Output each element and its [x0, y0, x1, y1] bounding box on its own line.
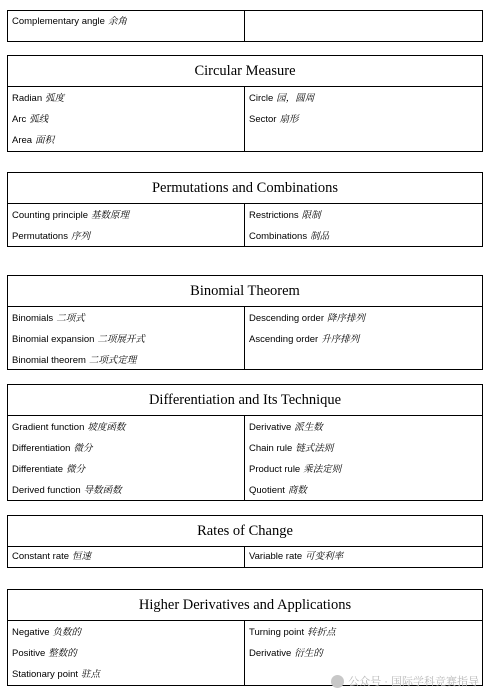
term-en: Differentiation: [12, 443, 71, 454]
term-zh: 乘法定则: [303, 464, 342, 475]
term-row: [12, 331, 240, 352]
term-zh: 余角: [107, 16, 127, 27]
term-en: Product rule: [249, 464, 301, 475]
section-title: Permutations and Combinations: [8, 173, 482, 204]
left-column: [8, 87, 245, 152]
watermark: [331, 673, 479, 689]
term-zh: 弧线: [29, 114, 49, 125]
left-column: [8, 11, 245, 41]
term-en: Circle: [249, 93, 274, 104]
term-zh: 衍生的: [294, 648, 323, 659]
term-zh: 限制: [301, 210, 321, 221]
term-row: [249, 440, 478, 461]
term-en: Derivative: [249, 422, 292, 433]
term-row: [12, 666, 240, 687]
term-row: [249, 331, 478, 352]
term-row: [12, 310, 240, 331]
section-columns: [8, 307, 482, 370]
term-zh: 二项式: [56, 313, 85, 324]
right-column: [245, 11, 482, 41]
term-zh: 导数函数: [83, 485, 122, 496]
left-column: [8, 307, 245, 370]
term-zh: 整数的: [48, 648, 77, 659]
term-zh: 降序排列: [327, 313, 366, 324]
term-en: Ascending order: [249, 334, 319, 345]
term-row: [12, 13, 240, 34]
term-row: [12, 624, 240, 645]
term-zh: 面积: [35, 135, 55, 146]
watermark-text: 公众号 · 国际学科竞赛指导: [348, 676, 479, 688]
term-row: [249, 645, 478, 666]
term-en: Area: [12, 135, 33, 146]
term-en: Descending order: [249, 313, 324, 324]
term-en: Combinations: [249, 231, 308, 242]
term-en: Binomial expansion: [12, 334, 95, 345]
term-row: [249, 548, 478, 569]
section-title: Circular Measure: [8, 56, 482, 87]
left-column: [8, 416, 245, 501]
term-zh: 负数的: [52, 627, 82, 638]
term-row: [12, 111, 240, 132]
term-zh: 园，圆周: [276, 93, 315, 104]
section-binomial-theorem: [7, 275, 483, 370]
left-column: [8, 547, 245, 568]
term-zh: 派生数: [294, 422, 323, 433]
right-column: [245, 416, 482, 501]
term-zh: 升序排列: [321, 334, 360, 345]
left-column: [8, 621, 245, 686]
section-permutations-combinations: [7, 172, 483, 247]
term-zh: 二项展开式: [97, 334, 145, 345]
term-row: [12, 352, 240, 373]
term-zh: 基数原理: [91, 210, 130, 221]
section-columns: [8, 204, 482, 247]
right-column: [245, 204, 482, 247]
term-en: Negative: [12, 627, 50, 638]
term-row: [249, 624, 478, 645]
term-row: [249, 228, 478, 249]
term-en: Sector: [249, 114, 277, 125]
term-zh: 坡度函数: [87, 422, 126, 433]
term-zh: 转折点: [307, 627, 336, 638]
right-column: [245, 307, 482, 370]
wechat-icon: [331, 675, 344, 688]
term-en: Differentiate: [12, 464, 64, 475]
section-title: Higher Derivatives and Applications: [8, 590, 482, 621]
term-row: [249, 461, 478, 482]
term-zh: 二项式定理: [88, 355, 137, 366]
term-row: [249, 90, 478, 111]
section-higher-derivatives: [7, 589, 483, 686]
section-title: Differentiation and Its Technique: [8, 385, 482, 416]
term-zh: 恒速: [72, 551, 92, 562]
term-en: Quotient: [249, 485, 285, 496]
term-en: Derivative: [249, 648, 292, 659]
term-en: Permutations: [12, 231, 68, 242]
term-zh: 可变利率: [305, 551, 344, 562]
term-zh: 扇形: [279, 114, 299, 125]
term-zh: 弧度: [45, 93, 65, 104]
section-title: Rates of Change: [8, 516, 482, 547]
term-en: Variable rate: [249, 551, 303, 562]
section-columns: [8, 87, 482, 152]
term-en: Counting principle: [12, 210, 89, 221]
term-en: Binomial theorem: [12, 355, 86, 366]
term-row: [249, 207, 478, 228]
term-row: [12, 228, 240, 249]
section-title: Binomial Theorem: [8, 276, 482, 307]
term-zh: 驻点: [81, 669, 101, 680]
term-en: Radian: [12, 93, 43, 104]
term-row: [249, 482, 478, 503]
term-row: [12, 548, 240, 569]
term-row: [12, 207, 240, 228]
term-row: [12, 90, 240, 111]
term-zh: 微分: [73, 443, 93, 454]
term-row: [249, 310, 478, 331]
term-en: Binomials: [12, 313, 54, 324]
term-en: Constant rate: [12, 551, 70, 562]
term-zh: 商数: [287, 485, 307, 496]
term-row: [12, 482, 240, 503]
term-en: Derived function: [12, 485, 81, 496]
section-columns: [8, 547, 482, 568]
term-zh: 微分: [66, 464, 86, 475]
section-complementary: [7, 10, 483, 42]
section-rates-of-change: [7, 515, 483, 568]
left-column: [8, 204, 245, 247]
term-en: Gradient function: [12, 422, 85, 433]
term-row: [12, 461, 240, 482]
term-row: [249, 111, 478, 132]
term-en: Positive: [12, 648, 46, 659]
term-row: [249, 419, 478, 440]
term-row: [12, 440, 240, 461]
term-zh: 链式法则: [295, 443, 334, 454]
term-en: Complementary angle: [12, 16, 105, 27]
term-row: [12, 419, 240, 440]
term-en: Chain rule: [249, 443, 293, 454]
section-columns: [8, 11, 482, 41]
term-en: Arc: [12, 114, 27, 125]
term-en: Restrictions: [249, 210, 299, 221]
right-column: [245, 87, 482, 152]
term-zh: 制品: [310, 231, 330, 242]
section-differentiation: [7, 384, 483, 501]
term-row: [12, 645, 240, 666]
right-column: [245, 547, 482, 568]
section-columns: [8, 416, 482, 501]
term-zh: 序列: [70, 231, 90, 242]
section-circular-measure: [7, 55, 483, 152]
term-row: [12, 132, 240, 153]
term-en: Stationary point: [12, 669, 79, 680]
term-en: Turning point: [249, 627, 305, 638]
